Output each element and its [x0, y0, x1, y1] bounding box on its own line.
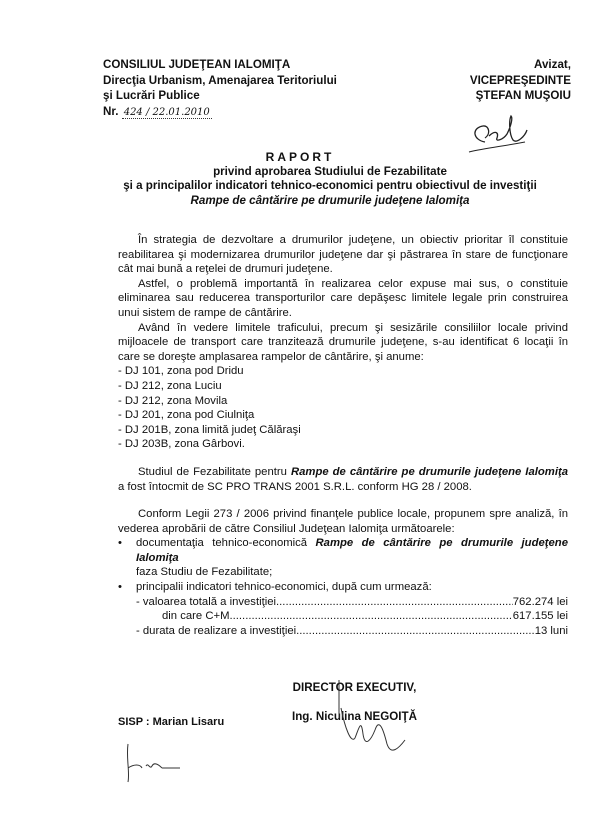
locations-list — [118, 364, 568, 452]
list-item: - DJ 203B, zona Gârbovi. — [118, 438, 245, 451]
indicator-value: 13 luni — [534, 624, 568, 637]
text-fragment: principalii indicatori tehnico-economici, după cum urmează: — [136, 581, 432, 594]
issuer-line-2: Direcţia Urbanism, Amenajarea Teritoriului — [103, 73, 337, 87]
bullet-icon: • — [118, 581, 122, 594]
text-fragment: faza Studiu de Fezabilitate; — [136, 566, 273, 579]
report-subject-line-1: privind aprobarea Studiului de Fezabilitate — [213, 164, 447, 178]
indicator-row — [136, 624, 568, 639]
project-name: Rampe de cântărire pe drumurile judeţene Ialomiţa — [190, 193, 470, 207]
report-title-block — [0, 150, 600, 208]
project-name-inline: Rampe de cântărire pe drumurile judeţene Ialomiţa — [290, 465, 568, 478]
list-item: - DJ 212, zona Luciu — [118, 379, 222, 392]
list-item — [118, 536, 568, 580]
report-body — [118, 233, 568, 638]
indicator-label: - durata de realizare a investiţiei — [136, 624, 297, 637]
preparer-signature — [118, 738, 188, 788]
issuer-line-1: CONSILIUL JUDEŢEAN IALOMIŢA — [103, 58, 291, 71]
indicator-label: din care C+M — [162, 610, 230, 623]
text-fragment: Studiul de Fezabilitate pentru — [138, 465, 291, 478]
project-name-inline: Rampe de cântărire pe drumurile judeţene Ialomiţa — [136, 537, 568, 564]
issuer-block — [103, 57, 337, 120]
indicator-row — [136, 609, 568, 624]
list-item: - DJ 212, zona Movila — [118, 394, 228, 407]
paragraph-strategy: În strategia de dezvoltare a drumurilor judeţene, un obiectiv prioritar îl constituie reabilitarea şi modernizarea drumurilor judeţene dar şi păstrarea în stare de funcţionare cât mai bună a reţelei de drumuri judeţene. — [118, 234, 568, 276]
text-fragment: a fost întocmit de SC PRO TRANS 2001 S.R.L. conform HG 28 / 2008. — [118, 480, 472, 493]
paragraph-problem: Astfel, o problemă importantă în realizarea celor expuse mai sus, o constituie eliminarea sau reducerea transporturilor care depăşesc limitele legale prin construirea unui sistem de rampe de cântărire. — [118, 277, 568, 319]
indicators-table — [118, 595, 568, 639]
text-fragment: documentaţia tehnico-economică — [136, 537, 316, 550]
paragraph-locations-intro: Având în vedere limitele traficului, precum şi sesizările consiliilor locale privind mijloacele de transport care tranzitează drumurile judeţene, s-au identificat 6 locaţii în care se doreşte amplasarea rampelor de cântărire, şi anume: — [118, 321, 568, 363]
issuer-line-3: şi Lucrări Publice — [103, 89, 200, 102]
bullet-icon: • — [118, 537, 122, 550]
list-item: - DJ 201, zona pod Ciulniţa — [118, 409, 255, 422]
director-title: DIRECTOR EXECUTIV, — [292, 681, 417, 694]
registration-number — [103, 104, 337, 121]
paragraph-legal-basis: Conform Legii 273 / 2006 privind finanţele publice locale, propunem spre analiză, în vederea aprobării de către Consiliul Judeţean Ialomiţa următoarele: — [118, 508, 568, 535]
prepared-by: SISP : Marian Lisaru — [118, 716, 225, 728]
indicator-row — [136, 595, 568, 610]
director-name: Ing. Niculina NEGOIŢĂ — [292, 710, 417, 723]
indicator-value: 762.274 lei — [512, 595, 568, 608]
report-subject-line-2: şi a principalilor indicatori tehnico-economici pentru obiectivul de investiţii — [123, 179, 537, 192]
indicator-label: - valoarea totală a investiţiei — [136, 595, 277, 608]
approver-title: VICEPREŞEDINTE — [469, 73, 571, 87]
approval-block — [470, 57, 571, 104]
list-item: - DJ 201B, zona limită judeţ Călăraşi — [118, 423, 301, 436]
list-item: - DJ 101, zona pod Dridu — [118, 365, 244, 378]
approver-name: ŞTEFAN MUŞOIU — [475, 89, 571, 102]
list-item — [118, 580, 568, 595]
approval-items — [118, 536, 568, 594]
indicator-value: 617.155 lei — [512, 610, 568, 623]
paragraph-feasibility-study — [118, 465, 568, 494]
nr-value: 424 / 22.01.2010 — [123, 106, 210, 118]
nr-label: Nr. — [103, 104, 119, 118]
director-signature — [325, 678, 415, 763]
report-heading: RAPORT — [265, 150, 335, 164]
approval-label: Avizat, — [534, 58, 571, 71]
